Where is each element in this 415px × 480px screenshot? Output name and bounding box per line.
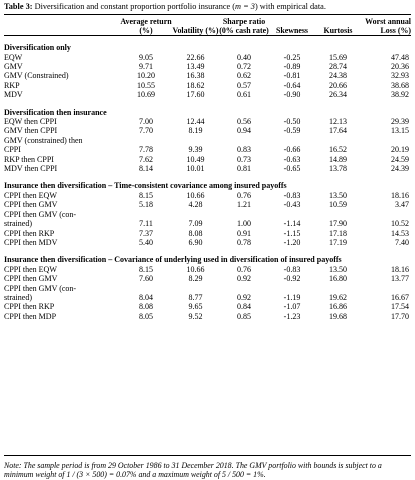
row-label xyxy=(4,210,120,229)
cell-value: 0.92 xyxy=(237,274,251,284)
table-row xyxy=(4,312,411,322)
cell-value: -0.92 xyxy=(283,274,301,284)
cell-value: 10.55 xyxy=(137,80,155,90)
row-label xyxy=(4,302,120,311)
cell-value: 3.47 xyxy=(395,200,409,210)
cell-value: 0.62 xyxy=(237,71,251,81)
cell-value: 24.39 xyxy=(391,164,409,174)
cell-value: 10.66 xyxy=(186,264,205,274)
table-row xyxy=(4,265,411,274)
cell-value: -1.23 xyxy=(283,311,301,321)
cell-value: 7.11 xyxy=(139,219,153,229)
table-row xyxy=(4,238,411,248)
cell-value: 5.40 xyxy=(139,237,153,247)
table-row xyxy=(4,284,411,303)
cell-value: -0.89 xyxy=(283,62,301,71)
caption-text: Diversification and constant proportion portfolio insurance ( xyxy=(32,2,236,11)
table-row xyxy=(4,229,411,238)
cell-value: -0.64 xyxy=(283,80,301,90)
cell-value: 29.39 xyxy=(391,117,409,127)
row-label-line: GMV xyxy=(4,62,23,71)
col-header: Average return (%) xyxy=(120,17,172,35)
row-label-line: GMV then CPPI xyxy=(4,126,58,136)
cell-value: 17.90 xyxy=(329,219,347,229)
cell-value: -0.25 xyxy=(283,52,301,62)
row-label xyxy=(4,164,120,174)
cell-value: 14.89 xyxy=(329,154,347,164)
section-header-row xyxy=(4,248,411,264)
bottom-rule xyxy=(4,455,411,456)
cell-value: 7.40 xyxy=(395,237,409,247)
table-row xyxy=(4,302,411,311)
row-label-line: CPPI then GMV xyxy=(4,274,58,284)
cell-value: 8.77 xyxy=(188,292,203,302)
cell-value: 8.04 xyxy=(139,292,153,302)
col-header: Sharpe ratio (0% cash rate) xyxy=(219,17,269,35)
table-row xyxy=(4,164,411,174)
cell-value: -0.59 xyxy=(283,126,301,136)
table-row xyxy=(4,53,411,62)
cell-value: 0.40 xyxy=(237,52,251,62)
row-label xyxy=(4,126,120,135)
cell-value: 10.49 xyxy=(186,154,205,164)
row-label-line: CPPI then GMV (con- xyxy=(4,209,77,219)
row-label xyxy=(4,191,120,200)
cell-value: 8.05 xyxy=(139,311,153,321)
cell-value: 20.19 xyxy=(391,145,409,155)
cell-value: 0.76 xyxy=(237,190,251,200)
cell-value: -1.07 xyxy=(283,302,301,312)
row-label xyxy=(4,71,120,80)
row-label xyxy=(4,274,120,283)
cell-value: 19.68 xyxy=(329,311,347,321)
cell-value: 5.18 xyxy=(139,200,153,210)
row-label-line: RKP xyxy=(4,80,20,90)
table-row xyxy=(4,117,411,126)
cell-value: 18.16 xyxy=(391,190,409,200)
caption-tail: ) with empirical data. xyxy=(254,2,326,11)
cell-value: 9.65 xyxy=(188,302,203,312)
row-label-line: EQW xyxy=(4,52,23,62)
section-title: Diversification then insurance xyxy=(4,107,107,117)
section-header-row xyxy=(4,101,411,117)
header-row xyxy=(4,18,411,36)
header-blank xyxy=(4,18,120,36)
cell-value: 7.70 xyxy=(139,126,153,136)
cell-value: 16.80 xyxy=(329,274,347,284)
cell-value: 13.50 xyxy=(329,264,347,274)
row-label-line: CPPI then MDV xyxy=(4,237,58,247)
cell-value: 0.76 xyxy=(237,264,251,274)
section-title: Insurance then diversification – Covariance of underlying used in diversification of insured payoffs xyxy=(4,255,342,265)
cell-value: -0.65 xyxy=(283,164,301,174)
section-title: Diversification only xyxy=(4,36,411,53)
row-label-line: MDV then CPPI xyxy=(4,164,58,174)
cell-value: 12.13 xyxy=(329,117,347,127)
cell-value: 38.92 xyxy=(391,90,409,100)
cell-value: 13.77 xyxy=(391,274,409,284)
cell-value: 0.85 xyxy=(237,311,251,321)
cell-value: -1.15 xyxy=(283,228,301,238)
cell-value: 38.68 xyxy=(391,80,409,90)
row-label xyxy=(4,136,120,155)
cell-value: 0.84 xyxy=(237,302,251,312)
cell-value: -0.83 xyxy=(283,190,301,200)
cell-value: 0.94 xyxy=(237,126,251,136)
row-label xyxy=(4,312,120,322)
table-row xyxy=(4,200,411,209)
cell-value: 13.50 xyxy=(329,190,347,200)
row-label-line: GMV (Constrained) xyxy=(4,71,69,81)
cell-value: 18.62 xyxy=(186,80,205,90)
cell-value: 16.86 xyxy=(329,302,347,312)
table-row xyxy=(4,191,411,200)
cell-value: 13.78 xyxy=(329,164,347,174)
top-rule xyxy=(4,14,411,15)
cell-value: 16.52 xyxy=(329,145,347,155)
table-row xyxy=(4,126,411,135)
row-label-line: CPPI xyxy=(4,145,21,155)
cell-value: -0.83 xyxy=(283,264,301,274)
table-row xyxy=(4,81,411,90)
cell-value: 7.09 xyxy=(188,219,203,229)
cell-value: 0.78 xyxy=(237,237,251,247)
cell-value: 7.00 xyxy=(139,117,153,127)
table-row xyxy=(4,274,411,283)
cell-value: 47.48 xyxy=(391,52,409,62)
row-label-line: strained) xyxy=(4,292,32,302)
table-row xyxy=(4,90,411,100)
cell-value: 24.59 xyxy=(391,154,409,164)
row-label-line: CPPI then RKP xyxy=(4,228,55,238)
col-header: Volatility (%) xyxy=(172,25,219,35)
cell-value: 13.15 xyxy=(391,126,409,136)
row-label-line: EQW then CPPI xyxy=(4,117,57,127)
col-header: Skewness xyxy=(275,25,308,35)
col-header: Kurtosis xyxy=(323,25,353,35)
cell-value: 10.66 xyxy=(186,190,205,200)
cell-value: 8.14 xyxy=(139,164,153,174)
cell-value: 0.91 xyxy=(237,228,251,238)
row-label xyxy=(4,90,120,100)
cell-value: 10.01 xyxy=(186,164,205,174)
section-header-row xyxy=(4,36,411,53)
table-row xyxy=(4,210,411,229)
cell-value: 9.39 xyxy=(188,145,203,155)
cell-value: 19.62 xyxy=(329,292,347,302)
cell-value: 13.49 xyxy=(186,62,205,71)
caption-label: Table 3: xyxy=(4,2,33,11)
table-caption xyxy=(4,2,412,11)
cell-value: -0.63 xyxy=(283,154,301,164)
cell-value: 16.38 xyxy=(186,71,205,81)
cell-value: 15.69 xyxy=(329,52,347,62)
cell-value: 0.56 xyxy=(237,117,251,127)
row-label-line: CPPI then MDP xyxy=(4,311,57,321)
table-row xyxy=(4,62,411,71)
cell-value: 28.74 xyxy=(329,62,347,71)
cell-value: 8.15 xyxy=(139,190,153,200)
row-label-line: CPPI then RKP xyxy=(4,302,55,312)
cell-value: 24.38 xyxy=(329,71,347,81)
cell-value: 9.52 xyxy=(188,311,203,321)
table-row xyxy=(4,155,411,164)
cell-value: 17.70 xyxy=(391,311,409,321)
cell-value: 7.78 xyxy=(139,145,153,155)
row-label xyxy=(4,238,120,248)
section-title: Insurance then diversification – Time-consistent covariance among insured payoffs xyxy=(4,181,287,191)
cell-value: 0.81 xyxy=(237,164,251,174)
cell-value: -1.14 xyxy=(283,219,301,229)
row-label xyxy=(4,284,120,303)
cell-value: -1.20 xyxy=(283,237,301,247)
cell-value: 10.20 xyxy=(137,71,155,81)
row-label xyxy=(4,62,120,71)
row-label-line: strained) xyxy=(4,219,32,229)
row-label xyxy=(4,117,120,126)
cell-value: 20.36 xyxy=(391,62,409,71)
results-table xyxy=(4,18,411,322)
cell-value: -1.19 xyxy=(283,292,301,302)
cell-value: 8.19 xyxy=(188,126,203,136)
cell-value: 0.61 xyxy=(237,90,251,100)
row-label xyxy=(4,155,120,164)
row-label-line: RKP then CPPI xyxy=(4,154,54,164)
row-label xyxy=(4,81,120,90)
table-row xyxy=(4,71,411,80)
cell-value: -0.43 xyxy=(283,200,301,210)
cell-value: 22.66 xyxy=(186,52,205,62)
cell-value: 16.67 xyxy=(391,292,409,302)
row-label xyxy=(4,200,120,209)
cell-value: 10.59 xyxy=(329,200,347,210)
cell-value: -0.66 xyxy=(283,145,301,155)
cell-value: 7.60 xyxy=(139,274,153,284)
row-label-line: CPPI then EQW xyxy=(4,264,57,274)
cell-value: 6.90 xyxy=(188,237,203,247)
cell-value: 8.08 xyxy=(139,302,153,312)
cell-value: -0.81 xyxy=(283,71,301,81)
cell-value: 8.15 xyxy=(139,264,153,274)
cell-value: 0.92 xyxy=(237,292,251,302)
cell-value: 0.83 xyxy=(237,145,251,155)
col-header: Worst annual Loss (%) xyxy=(365,17,411,35)
row-label xyxy=(4,265,120,274)
cell-value: 17.18 xyxy=(329,228,347,238)
cell-value: 18.16 xyxy=(391,264,409,274)
row-label-line: CPPI then GMV (con- xyxy=(4,283,77,293)
cell-value: -0.90 xyxy=(283,90,301,100)
cell-value: 0.57 xyxy=(237,80,251,90)
cell-value: 17.54 xyxy=(391,302,409,312)
cell-value: 32.93 xyxy=(391,71,409,81)
cell-value: 8.08 xyxy=(188,228,203,238)
cell-value: 4.28 xyxy=(188,200,203,210)
cell-value: 7.62 xyxy=(139,154,153,164)
table-body xyxy=(4,36,411,322)
table-note: Note: The sample period is from 29 October 1986 to 31 December 2018. The GMV portfolio with bounds is subject to a minimum weight of 1 / (3 × 500) = 0.07% and a maximum weight of 5 / 500 = 1%. xyxy=(4,461,382,480)
row-label xyxy=(4,229,120,238)
row-label-line: CPPI then EQW xyxy=(4,190,57,200)
caption-m-eq: m = 3 xyxy=(235,2,255,11)
section-header-row xyxy=(4,174,411,190)
cell-value: 17.64 xyxy=(329,126,347,136)
cell-value: 12.44 xyxy=(186,117,205,127)
cell-value: -0.50 xyxy=(283,117,301,127)
row-label xyxy=(4,53,120,62)
cell-value: 20.66 xyxy=(329,80,347,90)
cell-value: 26.34 xyxy=(329,90,347,100)
row-label-line: MDV xyxy=(4,90,23,100)
cell-value: 9.05 xyxy=(139,52,153,62)
cell-value: 17.60 xyxy=(186,90,205,100)
cell-value: 10.52 xyxy=(391,219,409,229)
table-row xyxy=(4,136,411,155)
cell-value: 17.19 xyxy=(329,237,347,247)
cell-value: 0.73 xyxy=(237,154,251,164)
cell-value: 9.71 xyxy=(139,62,153,71)
cell-value: 14.53 xyxy=(391,228,409,238)
cell-value: 1.00 xyxy=(237,219,251,229)
cell-value: 10.69 xyxy=(137,90,155,100)
cell-value: 1.21 xyxy=(237,200,251,210)
row-label-line: CPPI then GMV xyxy=(4,200,58,210)
cell-value: 0.72 xyxy=(237,62,251,71)
cell-value: 7.37 xyxy=(139,228,153,238)
cell-value: 8.29 xyxy=(188,274,203,284)
row-label-line: GMV (constrained) then xyxy=(4,135,83,145)
